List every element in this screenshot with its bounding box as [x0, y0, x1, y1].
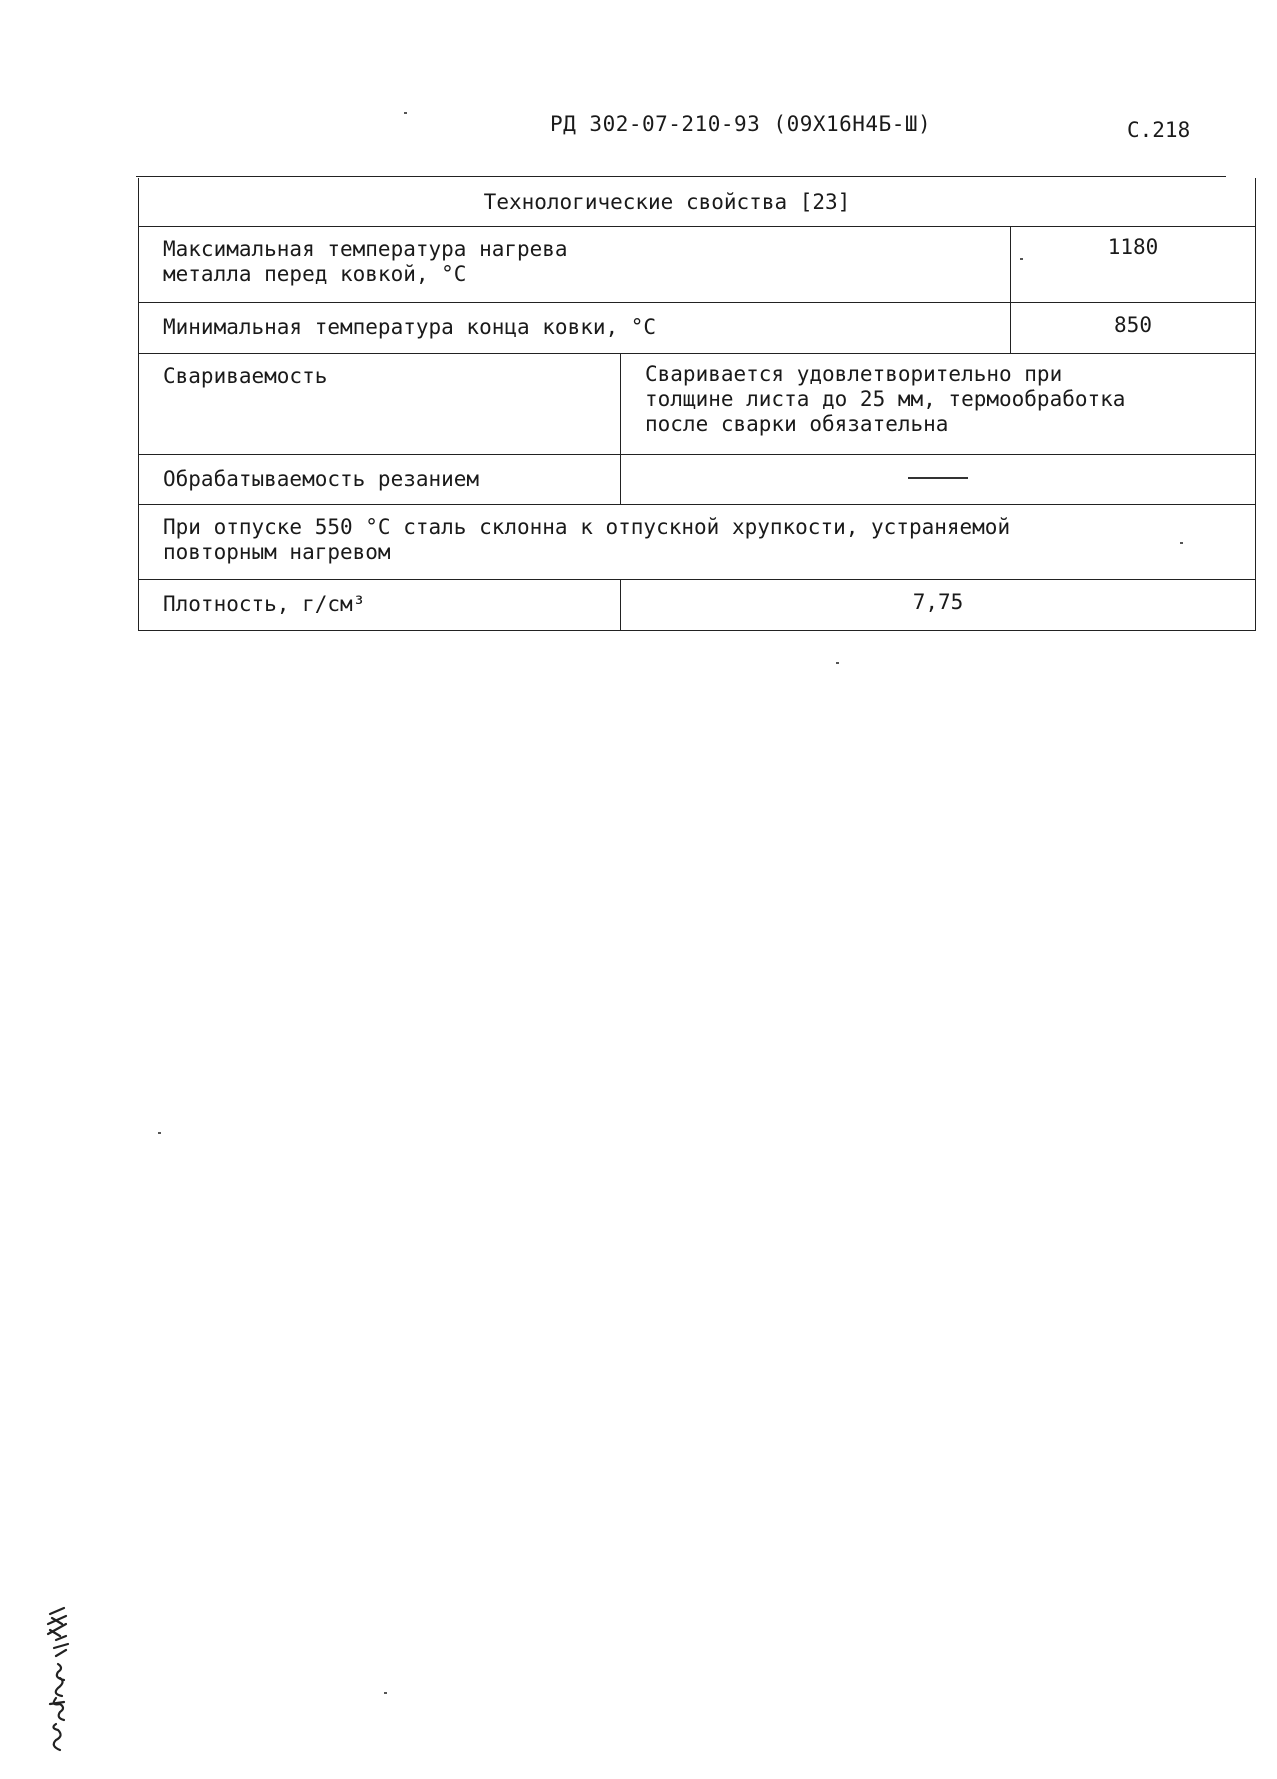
row-value: 1180	[1010, 227, 1255, 302]
table-row	[139, 226, 1255, 302]
scan-speck	[1180, 542, 1183, 544]
row-value-line: Сваривается удовлетворительно при	[645, 362, 1063, 386]
row-label: Свариваемость	[163, 364, 328, 388]
row-value	[620, 455, 1255, 504]
table-title: Технологические свойства [23]	[483, 190, 851, 214]
table-row	[139, 579, 1255, 630]
scan-speck	[384, 1692, 387, 1694]
scan-speck	[404, 112, 407, 114]
table-row	[139, 454, 1255, 504]
row-note-line: повторным нагревом	[163, 540, 391, 564]
table-title-row	[139, 178, 1255, 226]
row-label-line: металла перед ковкой, °С	[163, 262, 467, 286]
row-value-line: толщине листа до 25 мм, термообработка	[645, 387, 1126, 411]
scan-speck	[836, 662, 839, 664]
handwritten-note-image	[20, 1600, 80, 1760]
page-number: С.218	[1127, 118, 1191, 142]
table-row	[139, 353, 1255, 454]
top-rule	[136, 176, 1226, 177]
row-value: 7,75	[620, 580, 1255, 630]
table-row	[139, 504, 1255, 579]
dash-value	[908, 477, 968, 479]
scan-speck	[1020, 258, 1023, 260]
row-label: Минимальная температура конца ковки, °С	[163, 315, 657, 339]
row-label-line: Максимальная температура нагрева	[163, 237, 568, 261]
row-value: 850	[1010, 303, 1255, 353]
row-value	[620, 354, 1255, 454]
row-label: Плотность, г/см³	[163, 592, 366, 616]
document-code: РД 302-07-210-93 (09Х16Н4Б-Ш)	[550, 112, 932, 136]
row-note-line: При отпуске 550 °С сталь склонна к отпускной хрупкости, устраняемой	[163, 515, 1011, 539]
row-value-line: после сварки обязательна	[645, 412, 949, 436]
row-label: Обрабатываемость резанием	[163, 467, 480, 491]
table-row	[139, 302, 1255, 353]
row-label	[139, 227, 1010, 302]
properties-table	[138, 178, 1256, 631]
row-note	[139, 505, 1255, 579]
scan-speck	[158, 1132, 161, 1134]
